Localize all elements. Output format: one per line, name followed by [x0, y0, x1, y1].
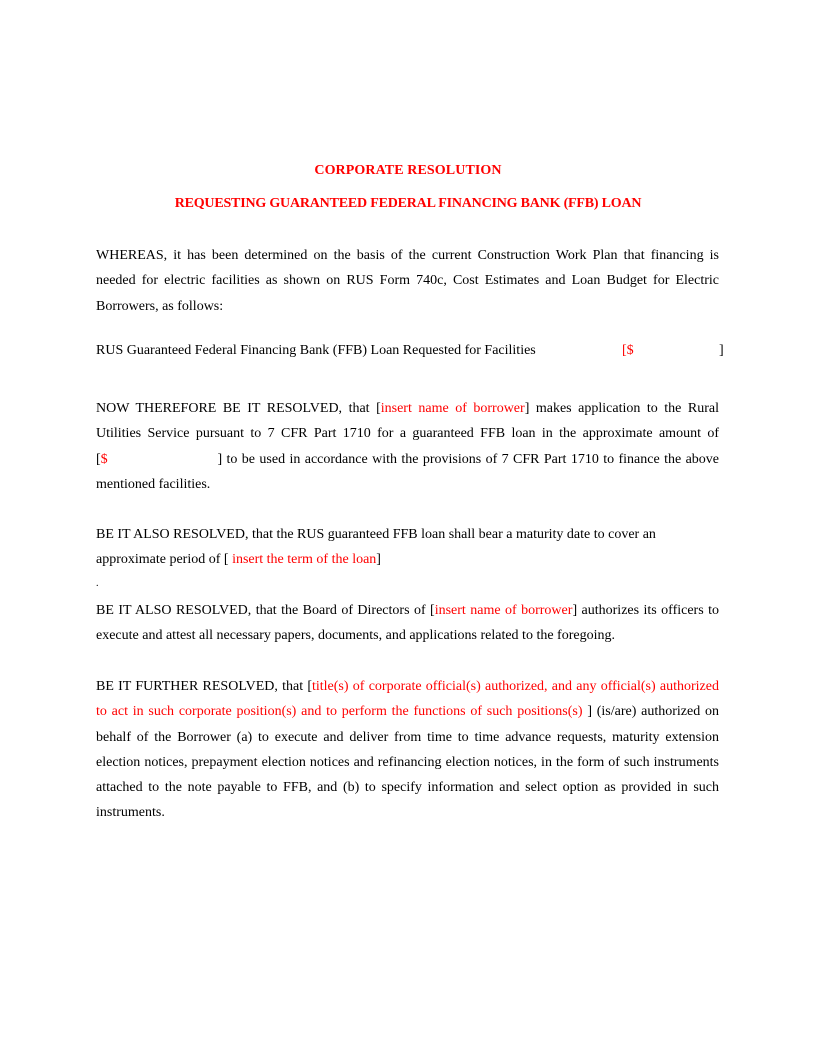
now-therefore-paragraph [96, 396, 719, 497]
loan-requested-label: RUS Guaranteed Federal Financing Bank (FFB) Loan Requested for Facilities [96, 343, 536, 358]
also-resolved-board-paragraph [96, 598, 719, 649]
also-resolved-board-text-1: BE IT ALSO RESOLVED, that the Board of Directors of [ [96, 603, 435, 618]
stray-period: . [96, 578, 99, 589]
now-therefore-text-2: ] makes application to the Rural Utilities Service pursuant to 7 CFR Part 1710 for a guaranteed FFB loan in the approximate amount of [ [96, 401, 719, 467]
also-resolved-maturity-paragraph [96, 522, 696, 573]
loan-term-placeholder: insert the term of the loan [228, 552, 377, 568]
borrower-name-placeholder: insert name of borrower [380, 401, 525, 416]
also-resolved-board-text-2: ] authorizes its officers to execute and attest all necessary papers, documents, and applications related to the foregoing. [96, 603, 719, 644]
now-therefore-text-3: ] to be used in accordance with the provisions of 7 CFR Part 1710 to finance the above mentioned facilities. [96, 451, 720, 492]
whereas-paragraph: WHEREAS, it has been determined on the basis of the current Construction Work Plan that financing is needed for electric facilities as shown on RUS Form 740c, Cost Estimates and Loan Budget for Electric Borrowers, as follows: [96, 248, 719, 314]
document-title: CORPORATE RESOLUTION [314, 163, 502, 178]
loan-amount-placeholder: $ [100, 451, 108, 467]
also-resolved-maturity-text-1: BE IT ALSO RESOLVED, that the RUS guaranteed FFB loan shall bear a maturity date to cover an approximate period of [ [96, 527, 656, 568]
loan-amount-open-bracket: [$ [622, 343, 634, 358]
loan-amount-close-bracket: ] [719, 343, 724, 358]
also-resolved-maturity-text-2: ] [376, 552, 381, 568]
borrower-name-placeholder-2: insert name of borrower [434, 603, 573, 618]
document-subtitle: REQUESTING GUARANTEED FEDERAL FINANCING BANK (FFB) LOAN [174, 196, 642, 211]
now-therefore-text-1: NOW THEREFORE BE IT RESOLVED, that [ [96, 401, 381, 416]
further-resolved-text-1: BE IT FURTHER RESOLVED, that [ [96, 679, 312, 694]
further-resolved-paragraph [96, 674, 719, 826]
official-titles-placeholder: title(s) of corporate official(s) authorized, and any official(s) authorized to act in such corporate position(s) and to perform the functions of such positions(s) [96, 679, 719, 720]
further-resolved-text-2: ] (is/are) authorized on behalf of the Borrower (a) to execute and deliver from time to time advance requests, maturity extension election notices, prepayment election notices and refinancing election notices, in the form of such instruments attached to the note payable to FFB, and (b) to specify information and select option as provided in such instruments. [96, 704, 719, 821]
